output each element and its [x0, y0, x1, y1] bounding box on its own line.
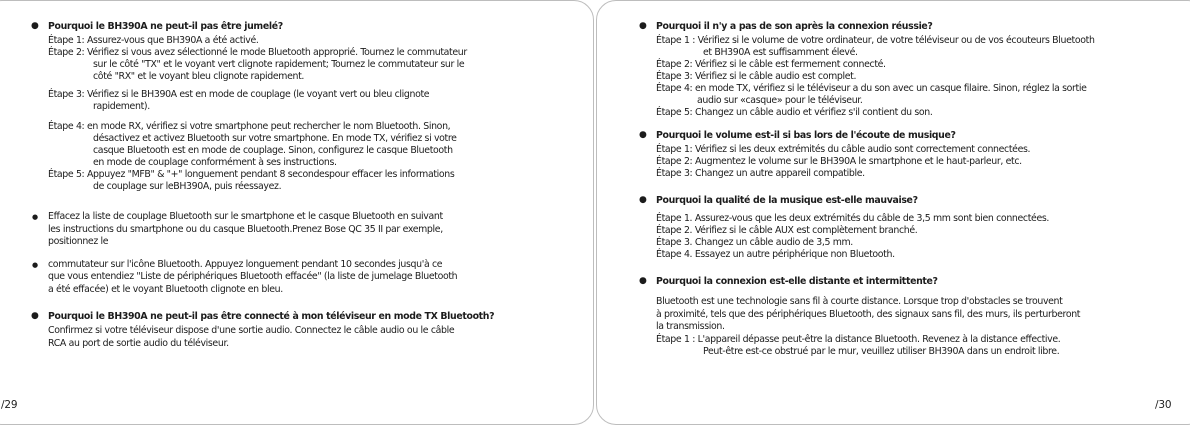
question-heading: ● Pourquoi le BH390A ne peut-il pas être connecté à mon téléviseur en mode TX Bluetooth? — [32, 310, 552, 323]
bullet-line: que vous entendiez "Liste de périphériques Bluetooth effacée" (la liste de jumelage Bluetooth — [48, 271, 458, 282]
step-continuation: côté "RX" et le voyant bleu clignote rapidement. — [93, 71, 305, 82]
step-line: Étape 2: Vérifiez si vous avez sélectionné le mode Bluetooth approprié. Tournez le commutateur — [48, 47, 467, 58]
step-line: Étape 2: Augmentez le volume sur le BH390A le smartphone et le haut-parleur, etc. — [656, 156, 1022, 167]
bullet-line: les instructions du smartphone ou du casque Bluetooth.Prenez Bose QC 35 II par exemple, — [48, 223, 443, 235]
question-heading: ● Pourquoi la connexion est-elle distante et intermittente? — [640, 275, 1170, 288]
question-heading: ● Pourquoi le BH390A ne peut-il pas être jumelé? — [32, 20, 552, 33]
step-line: Étape 4. Essayez un autre périphérique non Bluetooth. — [656, 249, 895, 260]
step-line: Étape 1: Vérifiez si les deux extrémités du câble audio sont correctement connectées. — [656, 144, 1031, 155]
step-continuation: et BH390A est suffisamment élevé. — [703, 47, 858, 58]
bullet-item — [32, 259, 552, 297]
answer-line: RCA au port de sortie audio du téléviseur. — [48, 337, 229, 349]
answer-line: la transmission. — [656, 321, 725, 332]
step-line: Étape 1 : Vérifiez si le volume de votre ordinateur, de votre téléviseur ou de vos écouteurs Bluetooth — [656, 35, 1095, 46]
step-line: Étape 1. Assurez-vous que les deux extrémités du câble de 3,5 mm sont bien connectées. — [656, 213, 1050, 224]
step-line: Étape 5: Appuyez "MFB" & "+" longuement pendant 8 secondespour effacer les informations — [48, 169, 455, 180]
bullet-item — [32, 211, 552, 249]
question-heading: ● Pourquoi le volume est-il si bas lors de l'écoute de musique? — [640, 129, 1170, 142]
right-page-content — [640, 20, 1170, 358]
step-line: Étape 3: Vérifiez si le BH390A est en mode de couplage (le voyant vert ou bleu clignote — [48, 89, 430, 100]
page-number: /29 — [1, 399, 18, 411]
answer-line: Confirmez si votre téléviseur dispose d'une sortie audio. Connectez le câble audio ou le câble — [48, 325, 455, 336]
step-continuation: en mode de couplage conformément à ses instructions. — [93, 157, 337, 168]
step-continuation: audio sur «casque» pour le téléviseur. — [697, 95, 863, 106]
step-line: Étape 1: Assurez-vous que BH390A a été activé. — [48, 35, 259, 46]
step-continuation: sur le côté "TX" et le voyant vert clignote rapidement; Tournez le commutateur sur le — [93, 59, 465, 70]
step-continuation: casque Bluetooth est en mode de couplage. Sinon, configurez le casque Bluetooth — [93, 145, 453, 156]
answer-line: à proximité, tels que des périphériques Bluetooth, des signaux sans fil, des murs, ils perturberont — [656, 308, 1081, 320]
step-line: Étape 4: en mode RX, vérifiez si votre smartphone peut rechercher le nom Bluetooth. Sinon, — [48, 121, 451, 132]
bullet-line: ● commutateur sur l'icône Bluetooth. Appuyez longuement pendant 10 secondes jusqu'à ce — [48, 258, 443, 270]
question-heading: ● Pourquoi il n'y a pas de son après la connexion réussie? — [640, 20, 1170, 33]
step-continuation: rapidement). — [93, 101, 150, 112]
question-heading: ● Pourquoi la qualité de la musique est-elle mauvaise? — [640, 194, 1170, 207]
step-line: Étape 3: Vérifiez si le câble audio est complet. — [656, 71, 857, 82]
step-line: Étape 1 : L'appareil dépasse peut-être la distance Bluetooth. Revenez à la distance effective. — [656, 333, 1061, 345]
step-line: Étape 2: Vérifiez si le câble est fermement connecté. — [656, 59, 886, 70]
answer-line: Bluetooth est une technologie sans fil à courte distance. Lorsque trop d'obstacles se trouvent — [656, 296, 1063, 307]
step-line: Étape 4: en mode TX, vérifiez si le téléviseur a du son avec un casque filaire. Sinon, réglez la sortie — [656, 83, 1087, 94]
page-number: /30 — [1155, 399, 1172, 411]
step-continuation: désactivez et activez Bluetooth sur votre smartphone. En mode TX, vérifiez si votre — [93, 133, 457, 144]
step-line: Étape 3: Changez un autre appareil compatible. — [656, 168, 865, 179]
step-continuation: de couplage sur leBH390A, puis réessayez. — [93, 181, 282, 192]
step-line: Étape 3. Changez un câble audio de 3,5 mm. — [656, 237, 853, 248]
bullet-line: ● Effacez la liste de couplage Bluetooth sur le smartphone et le casque Bluetooth en suivant — [48, 211, 443, 222]
bullet-line: a été effacée) et le voyant Bluetooth clignote en bleu. — [48, 283, 283, 295]
step-line: Étape 2. Vérifiez si le câble AUX est complètement branché. — [656, 225, 918, 236]
step-line: Étape 5: Changez un câble audio et vérifiez s'il contient du son. — [656, 107, 933, 118]
left-page-content — [32, 20, 552, 350]
step-continuation: Peut-être est-ce obstrué par le mur, veuillez utiliser BH390A dans un endroit libre. — [703, 345, 1060, 357]
bullet-line: positionnez le — [48, 236, 109, 247]
